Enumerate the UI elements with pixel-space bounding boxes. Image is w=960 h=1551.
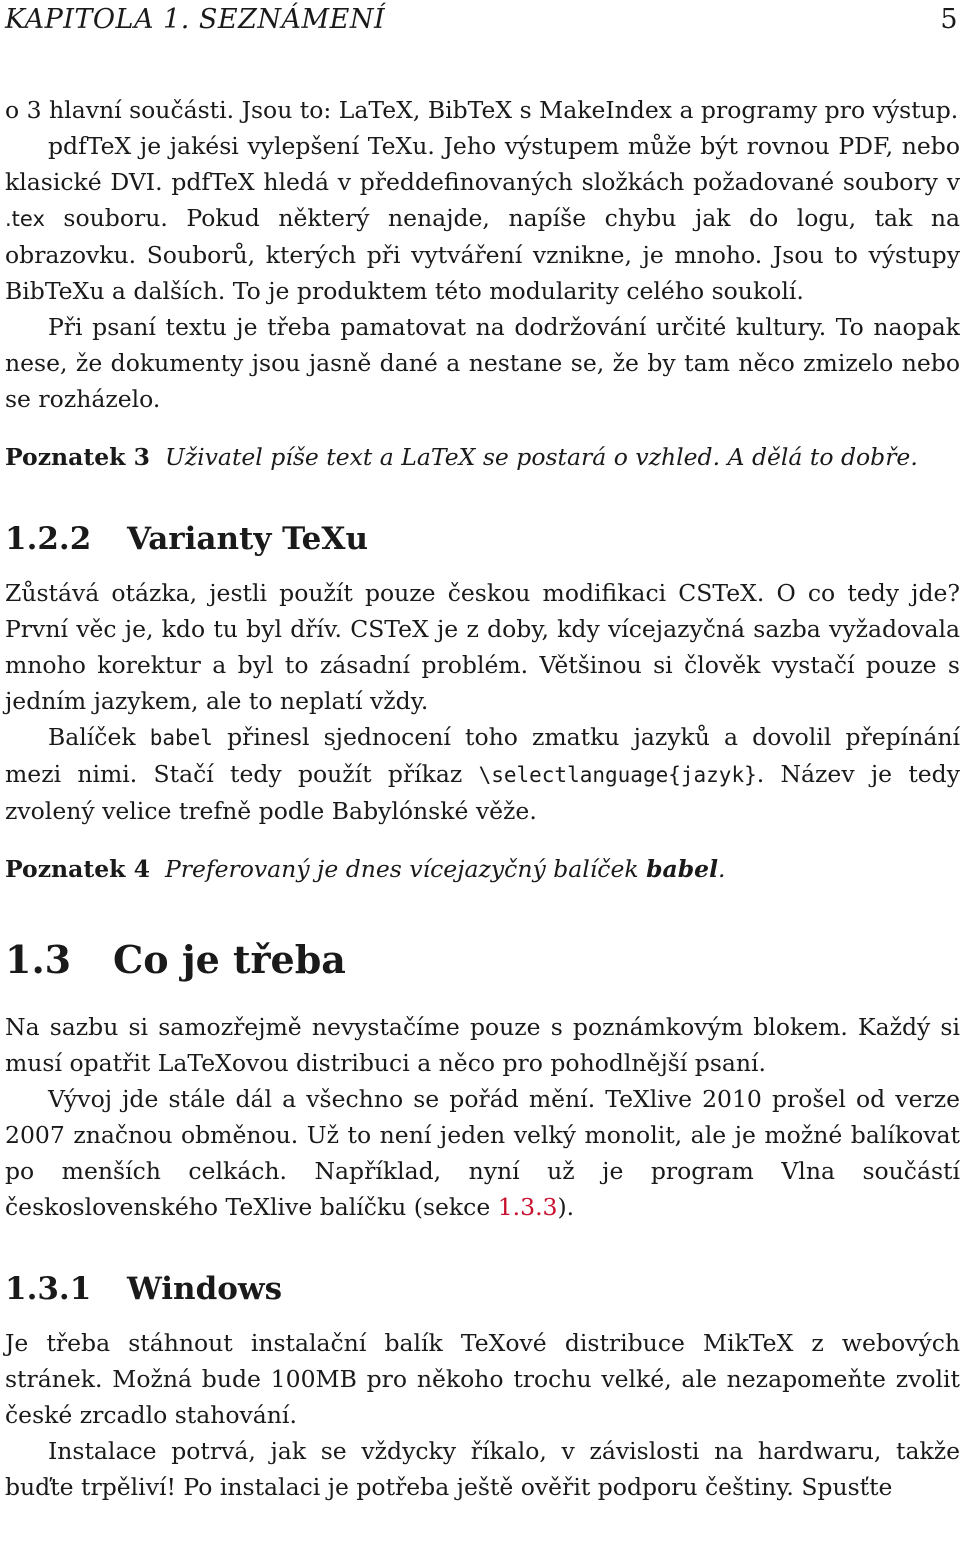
section-number: 1.3.1 [5,1271,92,1307]
paragraph-variants-2 [5,719,960,829]
section-heading-1-3 [5,937,960,983]
section-title: Windows [127,1271,283,1307]
text-run: Balíček [48,723,150,751]
note-end: . [718,855,726,883]
text-run: Vývoj jde stále dál a všechno se pořád mění. TeXlive 2010 prošel od verze 2007 značnou obměnou. Už to není jeden velký monolit, ale je možné balíkovat po menších celkách. Například, nyní už je program Vlna součástí československého TeXlive balíčku (sekce [5,1085,960,1221]
section-number: 1.2.2 [5,521,92,557]
text-run: souboru. Pokud některý nenajde, napíše chybu jak do logu, tak na obrazovku. Souborů, kterých při vytváření vznikne, je mnoho. Jsou to výstupy BibTeXu a dalších. To je produktem této modularity celého soukolí. [5,204,960,305]
tex-extension: .tex [5,207,45,231]
subsection-heading-1-2-2 [5,519,960,559]
paragraph-windows-1: Je třeba stáhnout instalační balík TeXové distribuce MikTeX z webových stránek. Možná bude 100MB pro někoho trochu velké, ale nezapomeňte zvolit české zrcadlo stahování. [5,1329,960,1429]
subsection-heading-1-3-1 [5,1269,960,1309]
page-number: 5 [940,4,958,35]
section-number: 1.3 [5,937,72,982]
selectlanguage-code: \selectlanguage{jazyk} [478,763,757,787]
text-run: ). [557,1193,575,1221]
section-title: Varianty TeXu [127,521,368,557]
note-3 [5,439,960,475]
note-package: babel [646,855,719,883]
chapter-title: KAPITOLA 1. SEZNÁMENÍ [5,4,386,35]
paragraph-intro-1: o 3 hlavní součásti. Jsou to: LaTeX, BibTeX s MakeIndex a programy pro výstup. [5,96,959,124]
paragraph-requirements-1: Na sazbu si samozřejmě nevystačíme pouze s poznámkovým blokem. Každý si musí opatřit LaTeXovou distribuci a něco pro pohodlnější psaní. [5,1013,960,1077]
paragraph-intro-3: Při psaní textu je třeba pamatovat na dodržování určité kultury. To naopak nese, že dokumenty jsou jasně dané a nestane se, že by tam něco zmizelo nebo se rozházelo. [5,313,960,413]
text-run: . Název je tedy zvolený velice trefně podle Babylónské věže. [5,760,960,825]
section-title: Co je třeba [113,937,346,982]
paragraph-variants-1: Zůstává otázka, jestli použít pouze českou modifikaci CSTeX. O co tedy jde? První věc je, kdo tu byl dřív. CSTeX je z doby, kdy vícejazyčná sazba vyžadovala mnoho korektur a byl to zásadní problém. Většinou si člověk vystačí pouze s jedním jazykem, ale to neplatí vždy. [5,579,960,715]
section-reference-link[interactable]: 1.3.3 [497,1193,558,1221]
running-header [5,4,960,38]
note-label: Poznatek 3 [5,443,150,471]
paragraph-intro-2 [5,128,960,309]
paragraph-windows-2: Instalace potrvá, jak se vždycky říkalo, v závislosti na hardwaru, takže buďte trpěliví! Po instalaci je potřeba ještě ověřit podporu češtiny. Spusťte [5,1437,960,1501]
note-text: Uživatel píše text a LaTeX se postará o vzhled. A dělá to dobře. [164,443,918,471]
note-text: Preferovaný je dnes vícejazyčný balíček [164,855,639,883]
note-4 [5,851,960,887]
paragraph-requirements-2 [5,1081,960,1225]
body-text [5,92,960,1505]
text-run: přinesl sjednocení toho zmatku jazyků a dovolil přepínání mezi nimi. Stačí tedy použít příkaz [5,723,960,788]
text-run: pdfTeX je jakési vylepšení TeXu. Jeho výstupem může být rovnou PDF, nebo klasické DVI. pdfTeX hledá v předdefinovaných složkách požadované soubory v [5,132,960,196]
note-label: Poznatek 4 [5,855,150,883]
babel-code: babel [149,726,213,750]
